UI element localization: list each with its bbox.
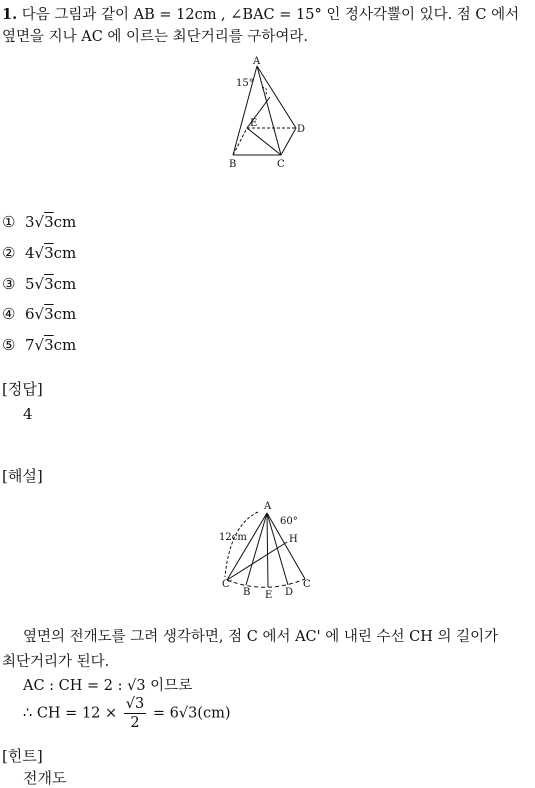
fraction: $\frac{√3}{2}$ xyxy=(125,696,145,731)
problem-number: 1. xyxy=(2,6,18,23)
problem-line-1 xyxy=(2,3,519,24)
label2-B: B xyxy=(243,587,251,598)
choice-marker: ⑤ xyxy=(2,336,16,354)
choice-marker: ① xyxy=(2,213,16,231)
problem-line-2: 옆면을 지나 AC 에 이르는 최단거리를 구하여라. xyxy=(2,29,308,45)
explanation-line-3: AC : CH = 2 : √3 이므로 xyxy=(23,678,193,694)
choice-5[interactable]: ⑤ 7√3cm xyxy=(2,336,77,354)
choice-4[interactable]: ④ 6√3cm xyxy=(2,305,77,323)
explanation-line-4: ∴ CH = 12 × $\frac{√3}{2}$ = 6√3(cm) xyxy=(23,696,231,731)
choice-3[interactable]: ③ 5√3cm xyxy=(2,275,77,293)
choice-marker: ④ xyxy=(2,305,16,323)
explanation-line-2: 최단거리가 된다. xyxy=(2,654,110,670)
label2-C1: C' xyxy=(222,579,233,590)
answer-heading: [정답] xyxy=(2,380,43,398)
label-C: C xyxy=(277,159,285,170)
label-B: B xyxy=(229,159,237,170)
answer-value: 4 xyxy=(23,405,33,423)
label2-D: D xyxy=(285,587,294,598)
label2-angle: 60° xyxy=(280,516,298,527)
explanation-line-1: 옆면의 전개도를 그려 생각하면, 점 C 에서 AC' 에 내린 수선 CH 의 길이가 xyxy=(23,629,499,645)
label-angle: 15° xyxy=(236,78,254,89)
choice-marker: ③ xyxy=(2,275,16,293)
label-A: A xyxy=(253,56,261,67)
hint-text: 전개도 xyxy=(23,769,67,787)
choice-marker: ② xyxy=(2,244,16,262)
label2-H: H xyxy=(289,534,298,545)
label2-length: 12cm xyxy=(219,532,247,543)
label2-A: A xyxy=(264,501,272,512)
label2-E: E xyxy=(265,590,273,601)
net-figure xyxy=(0,495,535,605)
label2-C2: C xyxy=(303,579,311,590)
label-E: E xyxy=(250,118,258,129)
problem-text-1: 다음 그림과 같이 AB = 12cm , ∠BAC = 15° 인 정사각뿔이 있다. 점 C 에서 xyxy=(21,7,520,23)
choice-1[interactable]: ① 3√3cm xyxy=(2,213,77,231)
choice-2[interactable]: ② 4√3cm xyxy=(2,244,77,262)
explanation-heading: [해설] xyxy=(2,467,43,485)
label-D: D xyxy=(297,124,306,135)
pyramid-figure xyxy=(0,50,535,250)
hint-heading: [힌트] xyxy=(2,747,43,765)
